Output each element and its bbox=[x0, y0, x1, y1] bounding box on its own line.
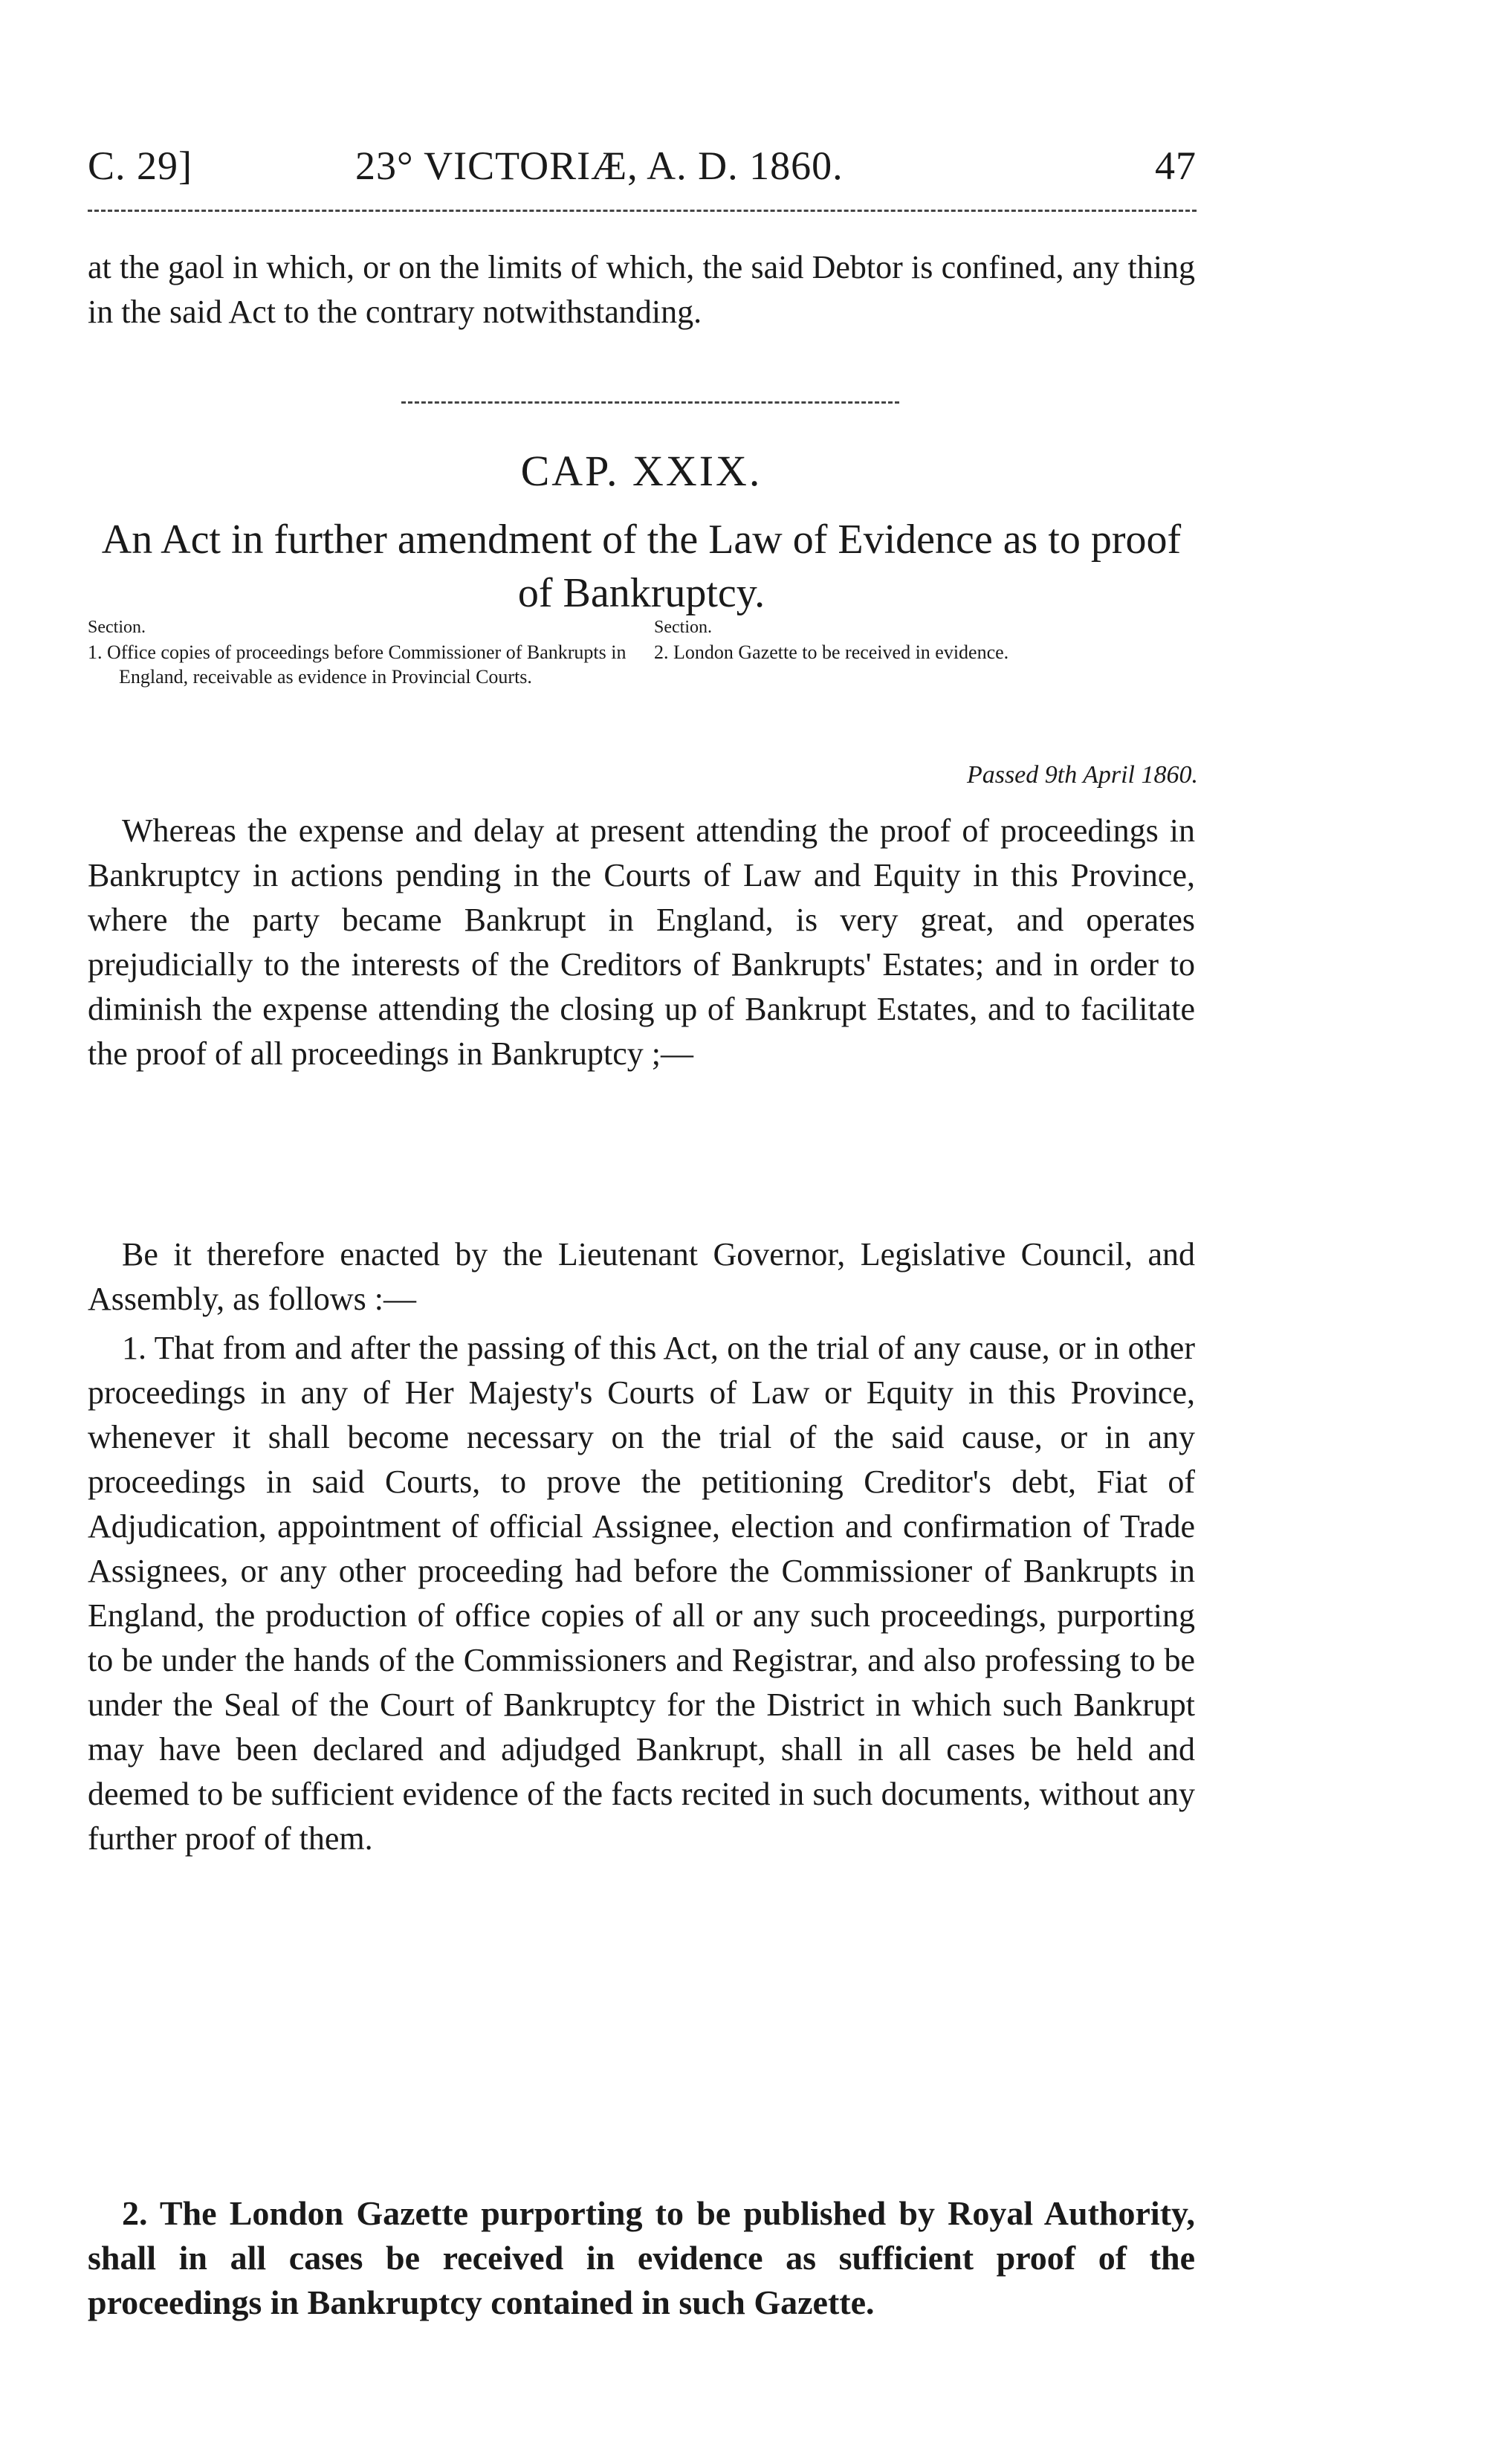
synopsis-entry: 1. Office copies of proceedings before Commissioner of Bankrupts in England, receivable as evidence in Provincial Courts. bbox=[88, 641, 627, 688]
section-2-paragraph: 2. The London Gazette purporting to be published by Royal Authority, shall in all cases be received in evidence as sufficient proof of the proceedings in Bankruptcy contained in such Gazette. bbox=[88, 2194, 1195, 2321]
running-header bbox=[88, 143, 1197, 190]
synopsis-entry: 2. London Gazette to be received in evidence. bbox=[654, 641, 1009, 663]
section-divider bbox=[401, 401, 899, 404]
synopsis-right bbox=[654, 615, 1197, 664]
section-1-paragraph: 1. That from and after the passing of this Act, on the trial of any cause, or in other proceedings in any of Her Majesty's Courts of Law or Equity in this Province, whenever it shall become necessary on the trial of the said cause, or in any proceedings in said Courts, to prove the petitioning Creditor's debt, Fiat of Adjudication, appointment of official Assignee, election and confirmation of Trade Assignees, or any other proceeding had before the Commissioner of Bankrupts in England, the production of office copies of all or any such proceedings, purporting to be under the hands of the Commissioners and Registrar, and also professing to be under the Seal of the Court of Bankruptcy for the District in which such Bankrupt may have been declared and adjudged Bankrupt, shall in all cases be held and deemed to be sufficient evidence of the facts recited in such documents, without any further proof of them. bbox=[88, 1330, 1195, 1857]
enacting-clause: Be it therefore enacted by the Lieutenant Governor, Legislative Council, and Assembly, as follows :— bbox=[88, 1236, 1195, 1317]
act-title: An Act in further amendment of the Law of Evidence as to proof of Bankruptcy. bbox=[101, 517, 1182, 616]
synopsis-heading: Section. bbox=[654, 618, 712, 637]
statute-title: 23° VICTORIÆ, A. D. 1860. bbox=[355, 143, 844, 188]
passed-date: Passed 9th April 1860. bbox=[966, 761, 1198, 789]
synopsis-heading: Section. bbox=[88, 618, 146, 637]
preamble-paragraph: Whereas the expense and delay at present attending the proof of proceedings in Bankruptcy in actions pending in the Courts of Law and Equity in this Province, where the party became Bankrupt in England, is very great, and operates prejudicially to the interests of the Creditors of Bankrupts' Estates; and in order to diminish the expense attending the closing up of Bankrupt Estates, and to facilitate the proof of all proceedings in Bankruptcy ;— bbox=[88, 812, 1195, 1072]
continuation-paragraph: at the gaol in which, or on the limits of which, the said Debtor is confined, any thing in the said Act to the contrary notwithstanding. bbox=[88, 249, 1195, 330]
chapter-heading: CAP. XXIX. bbox=[520, 447, 763, 495]
chapter-reference: C. 29] bbox=[88, 143, 192, 188]
page-number: 47 bbox=[1155, 143, 1197, 188]
header-rule bbox=[88, 210, 1197, 212]
synopsis-left bbox=[88, 615, 667, 689]
